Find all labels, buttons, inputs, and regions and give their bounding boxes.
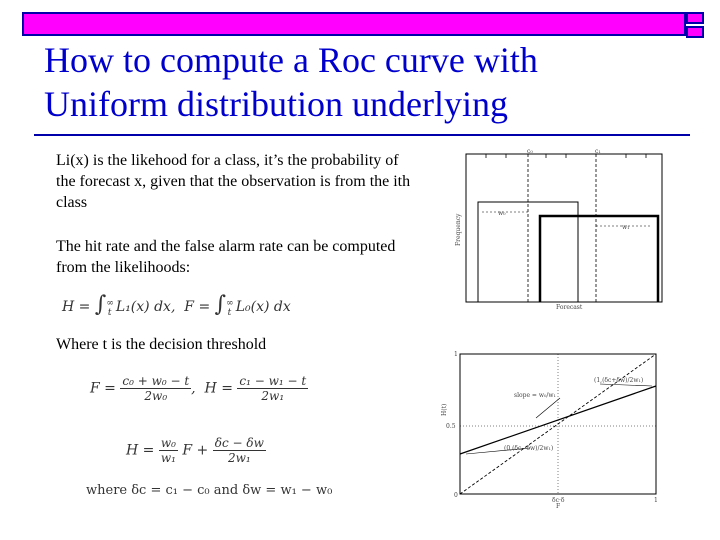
paragraph-hit-rate: The hit rate and the false alarm rate can be computed from the likelihoods: [56,238,396,276]
false-alarm-integrand: L₀(x) dx [235,299,291,315]
hit-rate-lhs: H = [62,299,91,315]
roc-tick-1x: 1 [654,497,658,504]
hf-num1: w₀ [160,436,176,450]
f-expr-den: 2w₀ [144,389,168,403]
roc-label-mid-y: 0.5 [446,423,456,430]
h-expr-fraction [237,374,308,403]
roc-bottom-point-label: (0,(δc−δw)/2w₁) [504,445,554,452]
f-expr-lhs: F = [90,380,116,397]
uniform-distribution-figure [452,146,668,310]
roc-top-point-label: (1,(δc+δw)/2w₁) [594,377,644,384]
integral-formulas [62,292,362,326]
paragraph-threshold: Where t is the decision threshold [56,336,267,353]
f-h-expressions: F = $\frac{\text{c₀ + w₀ − t}}{\text{2w₀}}$ , H = $\frac{\text{c₁ − w₁ − t}}{\text{2w₁}}$ [90,374,307,403]
title-line-2: Uniform distribution underlying [44,84,508,124]
h-expr-den: 2w₁ [261,389,285,403]
formula-separator: , [170,299,176,315]
title-divider [34,134,690,136]
false-alarm-lhs: F = [184,299,211,315]
label-w1: w₁ [622,224,630,231]
where-definitions: where δc = c₁ − c₀ and δw = w₁ − w₀ [86,483,333,498]
top-decorative-boxes [686,12,706,40]
hf-fraction-1 [159,436,178,465]
label-w0: w₀ [498,210,506,217]
roc-xlabel: F [556,503,561,510]
hf-lhs: H = [126,442,155,459]
roc-slope-label: slope = w₀/w₁ [514,392,556,399]
slide-title [44,38,664,126]
integral-upper-2: ∞ [226,298,234,309]
hf-den2: 2w₁ [227,451,251,465]
h-expr-lhs: H = [204,380,233,397]
f-expr-fraction [120,374,191,403]
label-c1: c₁ [595,148,601,155]
figure-top-xlabel: Forecast [556,304,583,310]
f-expr-num: c₀ + w₀ − t [122,374,190,388]
roc-tick-1y: 1 [454,351,458,358]
hf-den1: w₁ [160,451,176,465]
integral-lower-2: t [227,307,232,318]
roc-ylabel: H(t) [441,403,448,416]
integral-lower-1: t [107,307,112,318]
label-c0: c₀ [527,148,533,155]
hf-num2: δc − δw [214,436,264,450]
hit-rate-integrand: L₁(x) dx [115,299,171,315]
roc-tick-0: 0 [454,492,458,499]
roc-curve-figure [440,346,666,510]
integral-sign-1: ∫ [94,292,107,317]
figure-top-ylabel: Frequency [455,213,462,246]
figure-top-frame [466,154,662,302]
paragraph-likelihood: Li(x) is the likehood for a class, it’s the probability of the forecast x, given that the observation is from the ith class [56,152,411,211]
roc-tick-mid: δc·δ [552,497,565,504]
hf-fraction-2 [213,436,266,465]
integral-upper-1: ∞ [106,298,114,309]
top-decorative-bar [22,12,686,36]
title-line-1: How to compute a Roc curve with [44,40,538,80]
h-f-relation [126,436,406,465]
hf-mid: F + [182,442,209,459]
integral-sign-2: ∫ [214,292,227,317]
h-expr-num: c₁ − w₁ − t [239,374,307,388]
